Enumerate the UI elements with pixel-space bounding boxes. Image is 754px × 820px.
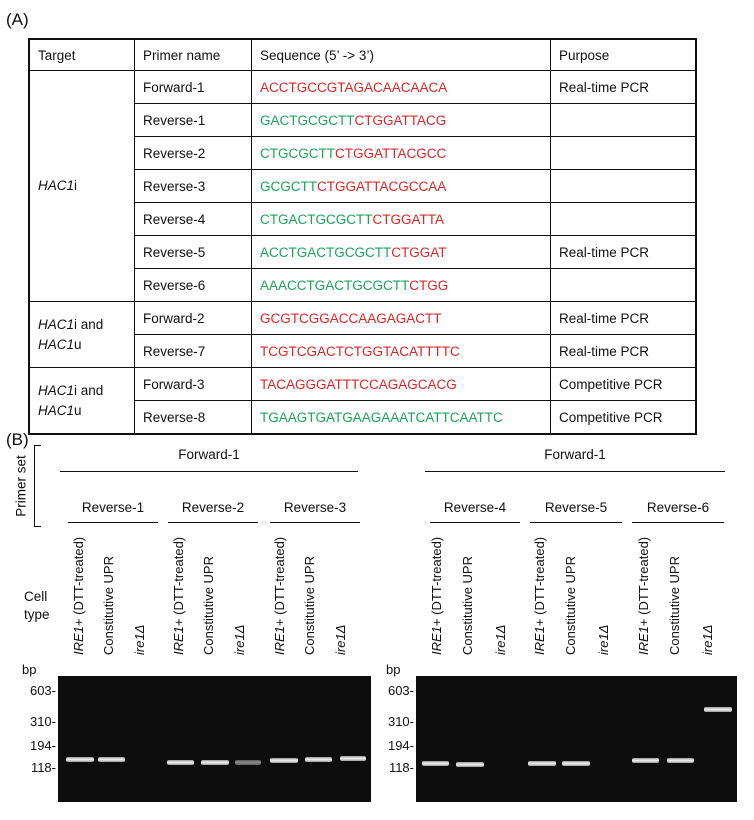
primer-name: Forward-1 xyxy=(135,71,252,104)
bp-label-right: bp xyxy=(386,662,401,677)
lane-label-ire1-delta: ire1Δ xyxy=(700,624,715,655)
lane-label-ire1-dtt: IRE1+ (DTT-treated) xyxy=(272,536,287,655)
primer-set-label: Primer set xyxy=(13,455,29,517)
primer-name: Forward-2 xyxy=(135,302,252,335)
table-row xyxy=(29,302,696,335)
primer-name: Reverse-7 xyxy=(135,335,252,368)
gel-band xyxy=(98,757,125,762)
primer-sequence: GACTGCGCTTCTGGATTACG xyxy=(252,104,551,137)
reverse-3-line xyxy=(270,522,360,523)
reverse-4-label: Reverse-4 xyxy=(443,500,507,515)
primer-purpose xyxy=(551,170,697,203)
table-row xyxy=(29,71,696,104)
reverse-1-line xyxy=(68,522,158,523)
primer-purpose: Real-time PCR xyxy=(551,302,697,335)
primer-name: Reverse-4 xyxy=(135,203,252,236)
gel-right xyxy=(416,676,737,802)
header-target: Target xyxy=(29,39,135,71)
lane-label-ire1-delta: ire1Δ xyxy=(333,624,348,655)
primer-name: Reverse-8 xyxy=(135,401,252,435)
panel-b-label: (B) xyxy=(6,430,29,449)
lane-label-ire1-dtt: IRE1+ (DTT-treated) xyxy=(171,536,186,655)
primer-sequence: TCGTCGACTCTGGTACATTTTC xyxy=(252,335,551,368)
gel-band xyxy=(528,761,556,766)
bp-label-left: bp xyxy=(22,662,37,677)
primer-sequence: TACAGGGATTTCCAGAGCACG xyxy=(252,368,551,401)
lane-label-constitutive-upr: Constitutive UPR xyxy=(302,556,317,655)
gel-band xyxy=(201,760,229,765)
marker-310-right: 310- xyxy=(387,714,414,729)
gel-band xyxy=(562,761,590,766)
table-header-row xyxy=(29,39,696,71)
gel-band xyxy=(632,758,659,763)
primer-sequence: GCGCTTCTGGATTACGCCAA xyxy=(252,170,551,203)
lane-label-ire1-dtt: IRE1+ (DTT-treated) xyxy=(636,536,651,655)
primer-name: Reverse-2 xyxy=(135,137,252,170)
forward-label-right: Forward-1 xyxy=(544,447,606,462)
primer-name: Reverse-3 xyxy=(135,170,252,203)
target-hac1i-hac1u: HAC1i and HAC1u xyxy=(29,302,135,368)
primer-name: Reverse-5 xyxy=(135,236,252,269)
forward-label-left: Forward-1 xyxy=(178,447,240,462)
forward-line-right xyxy=(425,471,725,472)
primer-sequence: CTGACTGCGCTTCTGGATTA xyxy=(252,203,551,236)
gel-band xyxy=(422,761,449,766)
reverse-5-label: Reverse-5 xyxy=(544,500,608,515)
primer-purpose: Real-time PCR xyxy=(551,71,697,104)
primer-purpose: Competitive PCR xyxy=(551,368,697,401)
reverse-1-label: Reverse-1 xyxy=(81,500,145,515)
table-row xyxy=(29,368,696,401)
primer-purpose: Real-time PCR xyxy=(551,335,697,368)
primer-sequence: GCGTCGGACCAAGAGACTT xyxy=(252,302,551,335)
lane-label-constitutive-upr: Constitutive UPR xyxy=(201,556,216,655)
target-hac1i-hac1u-competitive: HAC1i and HAC1u xyxy=(29,368,135,435)
primer-sequence: TGAAGTGATGAAGAAATCATTCAATTC xyxy=(252,401,551,435)
lane-label-constitutive-upr: Constitutive UPR xyxy=(460,556,475,655)
cell-type-label: Cell type xyxy=(24,589,50,622)
forward-line-left xyxy=(60,471,358,472)
lane-label-ire1-delta: ire1Δ xyxy=(596,624,611,655)
primer-set-bracket xyxy=(34,445,41,527)
primer-sequence: ACCTGCCGTAGACAACAACA xyxy=(252,71,551,104)
primer-purpose xyxy=(551,269,697,302)
header-primer-name: Primer name xyxy=(135,39,252,71)
gel-band xyxy=(456,762,484,767)
header-purpose: Purpose xyxy=(551,39,697,71)
reverse-4-line xyxy=(430,522,520,523)
gel-band xyxy=(235,760,261,765)
primer-sequence: AAACCTGACTGCGCTTCTGG xyxy=(252,269,551,302)
primer-table xyxy=(28,38,697,435)
marker-118-left: 118- xyxy=(30,760,56,775)
primer-purpose: Real-time PCR xyxy=(551,236,697,269)
panel-a-label: (A) xyxy=(6,10,29,29)
header-sequence: Sequence (5’ -> 3’) xyxy=(252,39,551,71)
lane-label-ire1-delta: ire1Δ xyxy=(493,624,508,655)
primer-purpose xyxy=(551,104,697,137)
gel-band xyxy=(270,758,298,763)
gel-left xyxy=(58,676,371,802)
gel-band xyxy=(167,760,194,765)
lane-label-ire1-dtt: IRE1+ (DTT-treated) xyxy=(429,536,444,655)
primer-sequence: CTGCGCTTCTGGATTACGCC xyxy=(252,137,551,170)
lane-label-constitutive-upr: Constitutive UPR xyxy=(563,556,578,655)
reverse-6-label: Reverse-6 xyxy=(646,500,710,515)
reverse-2-label: Reverse-2 xyxy=(181,500,245,515)
primer-purpose xyxy=(551,203,697,236)
lane-label-ire1-dtt: IRE1+ (DTT-treated) xyxy=(71,536,86,655)
marker-194-left: 194- xyxy=(29,738,56,753)
lane-label-ire1-delta: ire1Δ xyxy=(132,624,147,655)
marker-603-left: 603- xyxy=(29,683,56,698)
gel-band xyxy=(66,757,94,762)
gel-band xyxy=(704,707,732,712)
primer-purpose: Competitive PCR xyxy=(551,401,697,435)
marker-118-right: 118- xyxy=(388,760,414,775)
reverse-6-line xyxy=(632,522,724,523)
primer-purpose xyxy=(551,137,697,170)
primer-name: Forward-3 xyxy=(135,368,252,401)
primer-sequence: ACCTGACTGCGCTTCTGGAT xyxy=(252,236,551,269)
primer-name: Reverse-6 xyxy=(135,269,252,302)
gel-band xyxy=(305,757,332,762)
reverse-5-line xyxy=(530,522,622,523)
reverse-3-label: Reverse-3 xyxy=(283,500,347,515)
gel-band xyxy=(667,758,694,763)
lane-label-ire1-dtt: IRE1+ (DTT-treated) xyxy=(532,536,547,655)
lane-label-constitutive-upr: Constitutive UPR xyxy=(101,556,116,655)
marker-603-right: 603- xyxy=(387,683,414,698)
marker-310-left: 310- xyxy=(29,714,56,729)
marker-194-right: 194- xyxy=(387,738,414,753)
gel-band xyxy=(340,756,366,761)
lane-label-constitutive-upr: Constitutive UPR xyxy=(667,556,682,655)
target-hac1i: HAC1i xyxy=(29,71,135,302)
primer-name: Reverse-1 xyxy=(135,104,252,137)
lane-label-ire1-delta: ire1Δ xyxy=(232,624,247,655)
reverse-2-line xyxy=(168,522,258,523)
